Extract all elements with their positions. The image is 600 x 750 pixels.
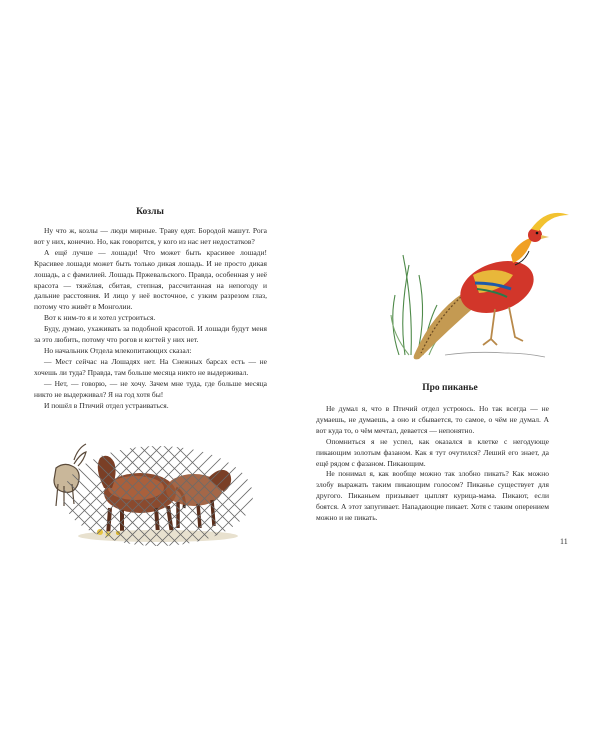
right-page bbox=[300, 0, 600, 750]
paragraph: Ну что ж, козлы — люди мирные. Траву едят. Бородой машут. Рога вот у них, конечно. Но, как говорится, у кого из нас нет недостатков? bbox=[34, 226, 267, 246]
paragraph: Но начальник Отдела млекопитающих сказал: bbox=[44, 345, 192, 355]
paragraph: Не понимал я, как вообще можно так злобно пикать? Как можно злобу выражать таким пикающим голосом? Пиканье существует для другого. Пиканьем призывает цыплят курица-мама. Пикают, если боятся. А этот запугивает. Нападающие пикает. Хотя с таким оперением можно и не пикать. bbox=[316, 469, 549, 523]
grass-icon bbox=[391, 255, 449, 355]
paragraph: Не думал я, что в Птичий отдел устроюсь. Но так всегда — не думаешь, не думаешь, а оно и сбывается, то самое, о чём не думал. А вот куда то, о чём мечтал, девается — непонятно. bbox=[316, 404, 549, 435]
goat-icon bbox=[54, 444, 86, 506]
paragraph: Опомниться я не успел, как оказался в клетке с негодующе пикающим золотым фазаном. Как я тут очутился? Леший его знает, да ещё рядом с фазаном. Пикающим. bbox=[316, 436, 549, 468]
chapter-title-kozly: Козлы bbox=[136, 207, 164, 217]
left-text-block bbox=[34, 226, 267, 411]
paragraph: — Мест сейчас на Лошадях нет. На Снежных барсах есть — не хочешь ли туда? Правда, там больше месяца никто не выдерживал. bbox=[34, 356, 267, 377]
paragraph: А ещё лучше — лошади! Что может быть красивее лошади! Красивее лошади может быть только дикая лошадь. И не просто дикая лошадь, а с фамилией. Лошадь Пржевальского. Правда, особенная у неё красота — тяжёлая, сбитая, степная, рассчитанная на непогоду и дальние расстояния. И лицо у неё восточное, с узким разрезом глаз, потому что живёт в Монголии. bbox=[34, 247, 267, 312]
paragraph: — Нет, — говорю, — не хочу. Зачем мне туда, где больше месяца никто не выдерживал? Я на год хотя бы! bbox=[34, 378, 267, 399]
pheasant-illustration bbox=[385, 205, 575, 370]
page-number: 11 bbox=[560, 537, 568, 546]
pheasant-icon bbox=[453, 213, 569, 345]
paragraph: Вот к ним-то я и хотел устроиться. bbox=[44, 313, 156, 323]
chapter-title-pikane: Про пиканье bbox=[422, 383, 478, 393]
right-text-block bbox=[316, 404, 549, 524]
horse-icon bbox=[166, 470, 231, 528]
horses-fence-illustration bbox=[48, 438, 253, 548]
paragraph: Буду, думаю, ухаживать за подобной красотой. И лошади будут меня за это любить, потому что рогов и когтей у них нет. bbox=[34, 324, 267, 345]
paragraph: И пошёл в Птичий отдел устраиваться. bbox=[44, 400, 169, 410]
